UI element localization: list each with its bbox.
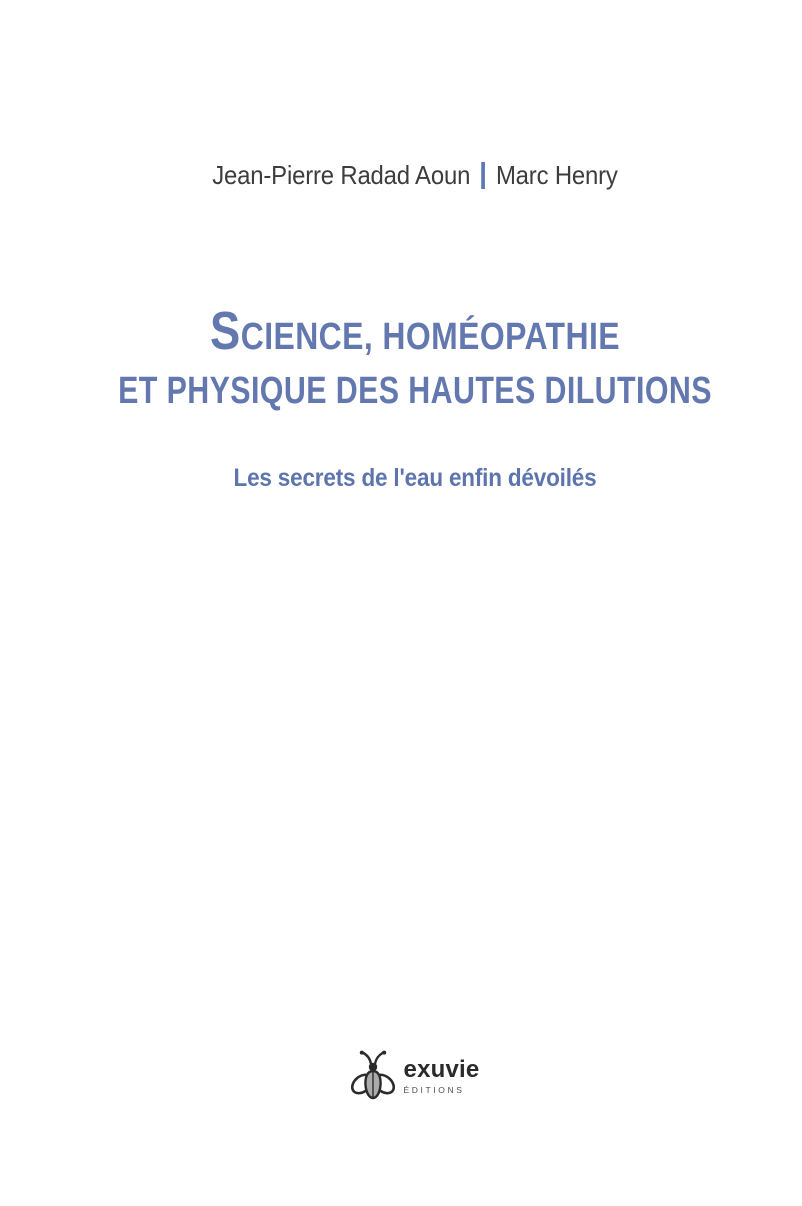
book-title [28, 301, 802, 412]
author-line [59, 160, 771, 191]
content-column [28, 0, 802, 1206]
author-2: Marc Henry [495, 160, 618, 190]
book-title-drop-cap: S [210, 301, 241, 361]
publisher-name: exuvie [403, 1055, 480, 1083]
book-title-line1-rest: CIENCE, HOMÉOPATHIE [240, 316, 620, 358]
book-title-line1 [90, 301, 740, 364]
author-1: Jean-Pierre Radad Aoun [212, 160, 471, 190]
exuvia-insect-icon [351, 1050, 395, 1102]
book-title-line2: ET PHYSIQUE DES HAUTES DILUTIONS [118, 370, 712, 412]
author-separator-bar [481, 162, 485, 189]
publisher-logo [28, 1050, 802, 1102]
publisher-text [403, 1055, 480, 1095]
book-subtitle: Les secrets de l'eau enfin dévoilés [233, 464, 597, 492]
publisher-tagline: ÉDITIONS [403, 1084, 465, 1095]
